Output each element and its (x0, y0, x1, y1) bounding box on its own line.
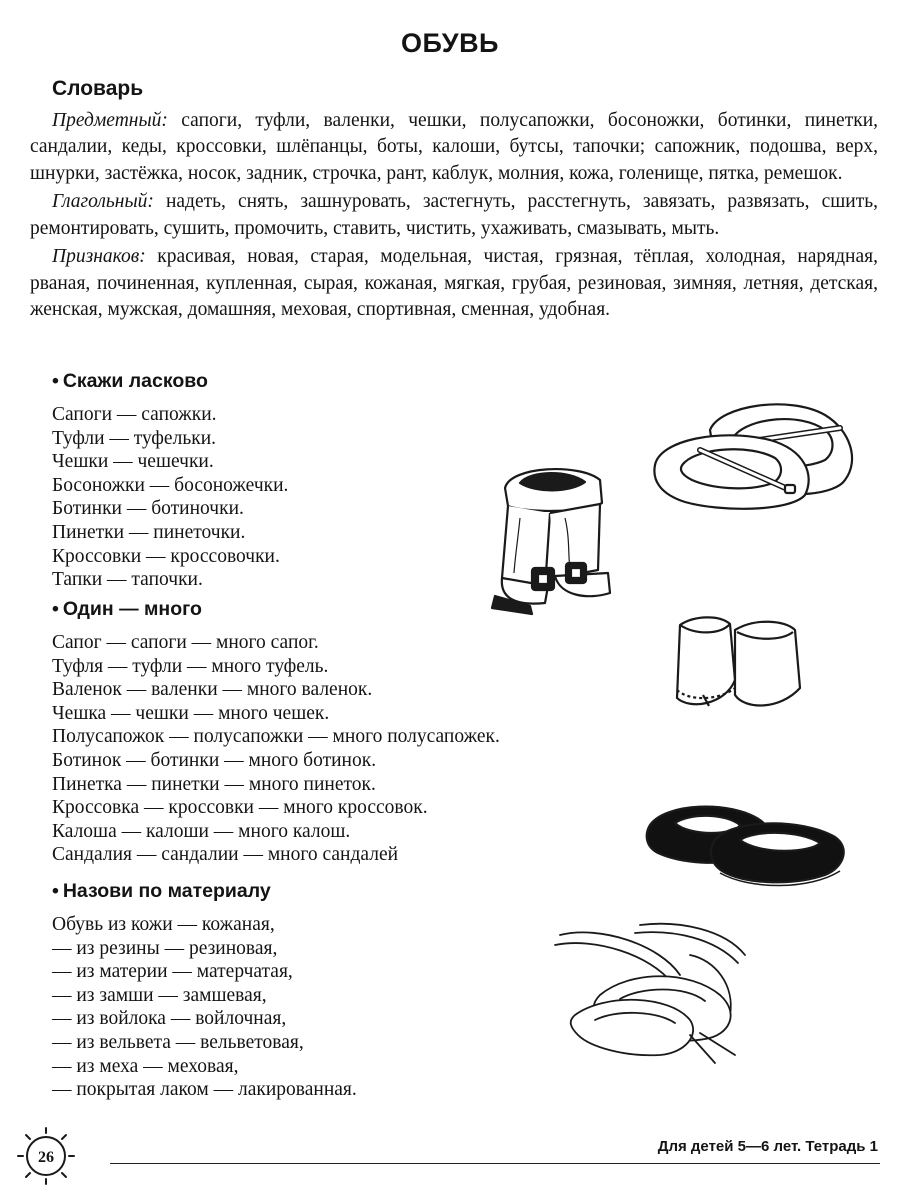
list-item: Туфли — туфельки. (52, 427, 216, 449)
list-item: Сапоги — сапожки. (52, 404, 217, 425)
section-one-many (52, 598, 500, 867)
vocab-paragraph-subject (30, 108, 878, 188)
footer-caption: Для детей 5—6 лет. Тетрадь 1 (657, 1138, 878, 1155)
section-title: • Назови по материалу (52, 880, 271, 902)
felt-boots-illustration (665, 610, 815, 720)
list-item: Калоша — калоши — много калош. (52, 820, 351, 842)
list-item: — из замши — замшевая, (52, 984, 267, 1006)
vocab-label: Предметный: (52, 109, 168, 131)
list-item: Тапки — тапочки. (52, 569, 203, 591)
bullet: • (52, 598, 59, 620)
vocabulary-heading: Словарь (52, 77, 144, 100)
section-title: • Скажи ласково (52, 370, 208, 392)
list-item: — из резины — резиновая, (52, 937, 278, 959)
vocab-text: надеть, снять, зашнуровать, застегнуть, расстегнуть, завязать, развязать, сшить, ремонтировать, сушить, промочить, ставить, чистить, ухаживать, смазывать, мыть. (30, 191, 878, 239)
list-item: Босоножки — босоножечки. (52, 474, 289, 496)
list-item: — из войлока — войлочная, (52, 1008, 287, 1030)
list-item: — из материи — матерчатая, (52, 961, 293, 983)
vocab-label: Признаков: (52, 246, 146, 267)
ballet-slippers-illustration (540, 915, 755, 1065)
bullet: • (52, 880, 59, 902)
list-item: Валенок — валенки — много валенок. (52, 679, 373, 701)
list-item: Чешка — чешки — много чешек. (52, 702, 330, 724)
list-item: — из вельвета — вельветовая, (52, 1031, 304, 1053)
list-item: Чешки — чешечки. (52, 451, 214, 473)
vocab-text: сапоги, туфли, валенки, чешки, полусапожки, босоножки, ботинки, пинетки, сандалии, кеды, кроссовки, шлёпанцы, боты, калоши, бутсы, тапочки; сапожник, подошва, верх, шнурки, застёжка, носок, задник, строчка, рант, каблук, молния, кожа, голенище, пятка, ремешок. (30, 109, 878, 184)
list-item: — из меха — меховая, (52, 1055, 239, 1077)
footer-rule (110, 1163, 880, 1164)
list-item: — покрытая лаком — лакированная. (52, 1079, 357, 1101)
list-item: Обувь из кожи — кожаная, (52, 914, 275, 935)
list-item: Ботинки — ботиночки. (52, 498, 244, 520)
vocab-text: красивая, новая, старая, модельная, чистая, грязная, тёплая, холодная, нарядная, рваная, починенная, купленная, сырая, кожаная, мягкая, грубая, резиновая, зимняя, летняя, детская, женская, мужская, домашняя, меховая, спортивная, сменная, удобная. (30, 246, 878, 320)
list-item: Сапог — сапоги — много сапог. (52, 632, 319, 653)
vocabulary-block (30, 76, 878, 326)
galoshes-illustration (640, 795, 850, 895)
vocab-label: Глагольный: (52, 191, 154, 212)
list-item: Кроссовка — кроссовки — много кроссовок. (52, 797, 428, 819)
page-title: ОБУВЬ (401, 28, 499, 58)
mary-jane-shoes-illustration (640, 380, 865, 515)
section-name-by-material (52, 880, 357, 1102)
list-item: Полусапожок — полусапожки — много полусапожек. (52, 726, 500, 748)
list-item: Ботинок — ботинки — много ботинок. (52, 749, 377, 771)
section-say-affectionately (52, 370, 288, 592)
bullet: • (52, 370, 59, 392)
list-item: Пинетка — пинетки — много пинеток. (52, 773, 376, 795)
vocab-paragraph-attributes (30, 244, 878, 324)
list-item: Пинетки — пинеточки. (52, 521, 246, 543)
page-number-badge (14, 1120, 94, 1190)
vocab-paragraph-verbs (30, 189, 878, 242)
section-title: • Один — много (52, 598, 202, 620)
list-item: Кроссовки — кроссовочки. (52, 545, 280, 567)
list-item: Туфля — туфли — много туфель. (52, 655, 329, 677)
page-number: 26 (38, 1149, 54, 1166)
boots-illustration (470, 458, 635, 623)
list-item: Сандалия — сандалии — много сандалей (52, 844, 399, 866)
